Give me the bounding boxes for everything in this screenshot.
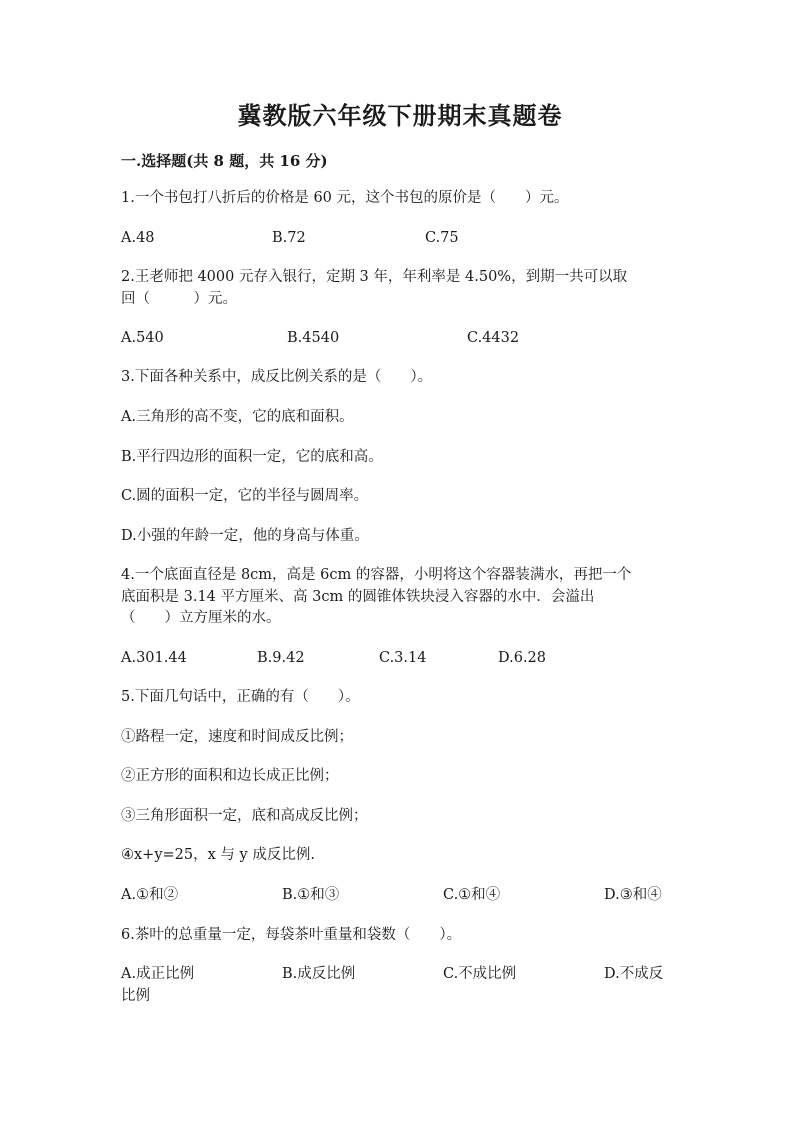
q5-option-b: B.①和③ bbox=[282, 887, 340, 903]
question-4-text-line-3: （ ）立方厘米的水。 bbox=[121, 610, 281, 626]
q6-option-b: B.成反比例 bbox=[282, 966, 356, 982]
question-1-text: 1.一个书包打八折后的价格是 60 元，这个书包的原价是（ ）元。 bbox=[121, 190, 569, 206]
q5-statement-1: ①路程一定，速度和时间成反比例； bbox=[121, 729, 353, 745]
q3-option-b: B.平行四边形的面积一定，它的底和高。 bbox=[121, 449, 383, 465]
q5-option-a: A.①和② bbox=[121, 887, 179, 903]
page-title: 冀教版六年级下册期末真题卷 bbox=[237, 101, 563, 130]
q1-option-a: A.48 bbox=[121, 230, 155, 246]
q3-option-d: D.小强的年龄一定，他的身高与体重。 bbox=[121, 528, 369, 544]
q3-option-c: C.圆的面积一定，它的半径与圆周率。 bbox=[121, 488, 369, 504]
q5-statement-3: ③三角形面积一定，底和高成反比例； bbox=[121, 808, 368, 824]
q6-option-d-wrap: 比例 bbox=[121, 988, 150, 1004]
q5-option-d: D.③和④ bbox=[604, 887, 662, 903]
q6-option-c: C.不成比例 bbox=[443, 966, 517, 982]
q4-option-c: C.3.14 bbox=[379, 650, 427, 666]
q2-option-c: C.4432 bbox=[467, 330, 520, 346]
q2-option-b: B.4540 bbox=[287, 330, 340, 346]
question-3-text: 3.下面各种关系中，成反比例关系的是（ ）。 bbox=[121, 369, 433, 385]
q5-option-c: C.①和④ bbox=[443, 887, 501, 903]
q4-option-d: D.6.28 bbox=[498, 650, 547, 666]
q5-statement-2: ②正方形的面积和边长成正比例； bbox=[121, 768, 339, 784]
question-2-text-line-2: 回（ ）元。 bbox=[121, 291, 237, 307]
question-2-text-line-1: 2.王老师把 4000 元存入银行，定期 3 年，年利率是 4.50%，到期一共可以取 bbox=[121, 269, 628, 285]
q6-option-d: D.不成反 bbox=[604, 966, 664, 982]
q1-option-b: B.72 bbox=[272, 230, 306, 246]
section-heading: 一.选择题(共 8 题，共 16 分) bbox=[121, 152, 328, 170]
q4-option-a: A.301.44 bbox=[121, 650, 187, 666]
q1-option-c: C.75 bbox=[425, 230, 459, 246]
question-6-text: 6.茶叶的总重量一定，每袋茶叶重量和袋数（ ）。 bbox=[121, 927, 462, 943]
q2-option-a: A.540 bbox=[121, 330, 164, 346]
q4-option-b: B.9.42 bbox=[257, 650, 305, 666]
question-4-text-line-2: 底面积是 3.14 平方厘米、高 3cm 的圆锥体铁块浸入容器的水中．会溢出 bbox=[121, 589, 595, 605]
q3-option-a: A.三角形的高不变，它的底和面积。 bbox=[121, 409, 354, 425]
question-5-text: 5.下面几句话中，正确的有（ ）。 bbox=[121, 689, 360, 705]
question-4-text-line-1: 4.一个底面直径是 8cm，高是 6cm 的容器，小明将这个容器装满水，再把一个 bbox=[121, 567, 632, 583]
q5-statement-4: ④x+y=25，x 与 y 成反比例. bbox=[121, 847, 315, 863]
q6-option-a: A.成正比例 bbox=[121, 966, 195, 982]
